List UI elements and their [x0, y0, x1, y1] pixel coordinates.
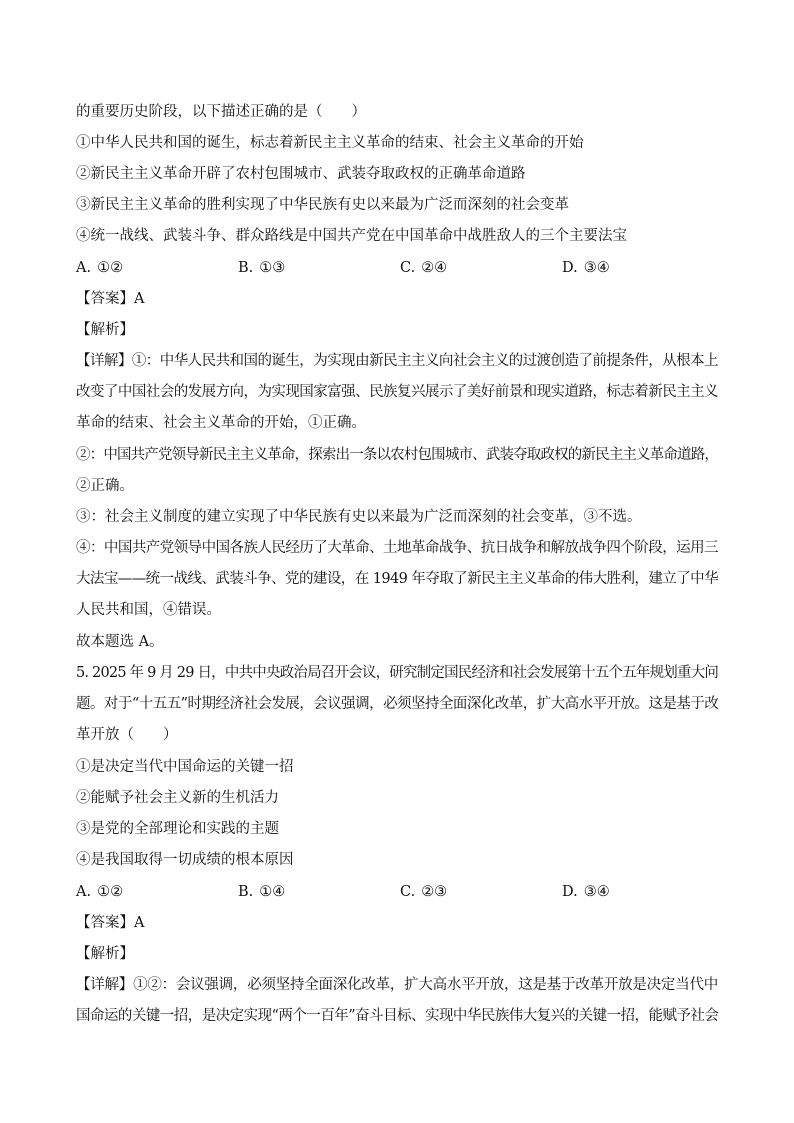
option-key: B. — [238, 884, 254, 900]
q4-detail-line-4: ②：中国共产党领导新民主主义革命，探索出一条以农村包围城市、武装夺取政权的新民主主义革命道路， — [76, 447, 718, 463]
q4-statement-2: ②新民主主义革命开辟了农村包围城市、武装夺取政权的正确革命道路 — [76, 166, 526, 182]
option-key: D. — [562, 260, 578, 276]
option-key: B. — [238, 260, 254, 276]
option-key: C. — [400, 884, 416, 900]
q4-option-d — [562, 258, 610, 278]
q5-option-b — [238, 882, 285, 902]
q5-option-a — [76, 882, 123, 902]
q5-stem-line-1: 5. 2025 年 9 月 29 日，中共中央政治局召开会议，研究制定国民经济和社会发展第十五个五年规划重大问 — [76, 665, 719, 681]
q4-detail-line-6: ③：社会主义制度的建立实现了中华民族有史以来最为广泛而深刻的社会变革，③不选。 — [76, 509, 642, 525]
option-text: ①② — [97, 260, 124, 276]
q4-statement-4: ④统一战线、武装斗争、群众路线是中国共产党在中国革命中战胜敌人的三个主要法宝 — [76, 228, 627, 244]
option-text: ①② — [97, 884, 124, 900]
q5-statement-1: ①是决定当代中国命运的关键一招 — [76, 759, 294, 775]
q5-option-d — [562, 882, 610, 902]
q4-statement-1: ①中华人民共和国的诞生，标志着新民主主义革命的结束、社会主义革命的开始 — [76, 135, 584, 151]
q5-stem-line-2: 题。对于“十五五”时期经济社会发展，会议强调，必须坚持全面深化改革，扩大高水平开放。这是基于改 — [76, 696, 719, 712]
q4-detail-line-1: 【详解】①：中华人民共和国的诞生，为实现由新民主主义向社会主义的过渡创造了前提条件，从根本上 — [76, 353, 719, 369]
q5-detail-line-2: 国命运的关键一招，是决定实现“两个一百年”奋斗目标、实现中华民族伟大复兴的关键一招，能赋予社会 — [76, 1008, 719, 1024]
q4-stem-tail: 的重要历史阶段，以下描述正确的是（ ） — [76, 104, 366, 120]
q5-statement-4: ④是我国取得一切成绩的根本原因 — [76, 852, 294, 868]
option-text: ②③ — [421, 884, 448, 900]
option-text: ①③ — [259, 260, 286, 276]
q4-option-a — [76, 258, 123, 278]
option-text: ②④ — [421, 260, 448, 276]
option-text: ③④ — [583, 260, 610, 276]
option-key: A. — [76, 884, 92, 900]
q4-option-c — [400, 258, 447, 278]
option-text: ①④ — [259, 884, 286, 900]
q4-conclusion: 故本题选 A。 — [76, 634, 164, 650]
q4-detail-line-5: ②正确。 — [76, 478, 134, 494]
q4-detail-line-9: 人民共和国，④错误。 — [76, 602, 221, 618]
option-key: C. — [400, 260, 416, 276]
q5-answer: 【答案】A — [76, 915, 145, 931]
q4-option-b — [238, 258, 285, 278]
q5-detail-line-1: 【详解】①②：会议强调，必须坚持全面深化改革，扩大高水平开放，这是基于改革开放是决定当代中 — [76, 977, 718, 993]
q5-statement-3: ③是党的全部理论和实践的主题 — [76, 821, 279, 837]
q5-option-c — [400, 882, 447, 902]
q5-statement-2: ②能赋予社会主义新的生机活力 — [76, 790, 279, 806]
q5-stem-line-3: 革开放（ ） — [76, 727, 178, 743]
option-key: A. — [76, 260, 92, 276]
q4-detail-line-7: ④：中国共产党领导中国各族人民经历了大革命、土地革命战争、抗日战争和解放战争四个阶段，运用三 — [76, 540, 719, 556]
q4-analysis-heading: 【解析】 — [76, 322, 134, 338]
q5-analysis-heading: 【解析】 — [76, 946, 134, 962]
q4-answer: 【答案】A — [76, 291, 145, 307]
q4-detail-line-3: 革命的结束、社会主义革命的开始，①正确。 — [76, 415, 366, 431]
q4-detail-line-2: 改变了中国社会的发展方向，为实现国家富强、民族复兴展示了美好前景和现实道路，标志着新民主主义 — [76, 384, 719, 400]
option-text: ③④ — [583, 884, 610, 900]
q4-detail-line-8: 大法宝——统一战线、武装斗争、党的建设，在 1949 年夺取了新民主主义革命的伟大胜利，建立了中华 — [76, 571, 718, 587]
q4-statement-3: ③新民主主义革命的胜利实现了中华民族有史以来最为广泛而深刻的社会变革 — [76, 197, 569, 213]
option-key: D. — [562, 884, 578, 900]
